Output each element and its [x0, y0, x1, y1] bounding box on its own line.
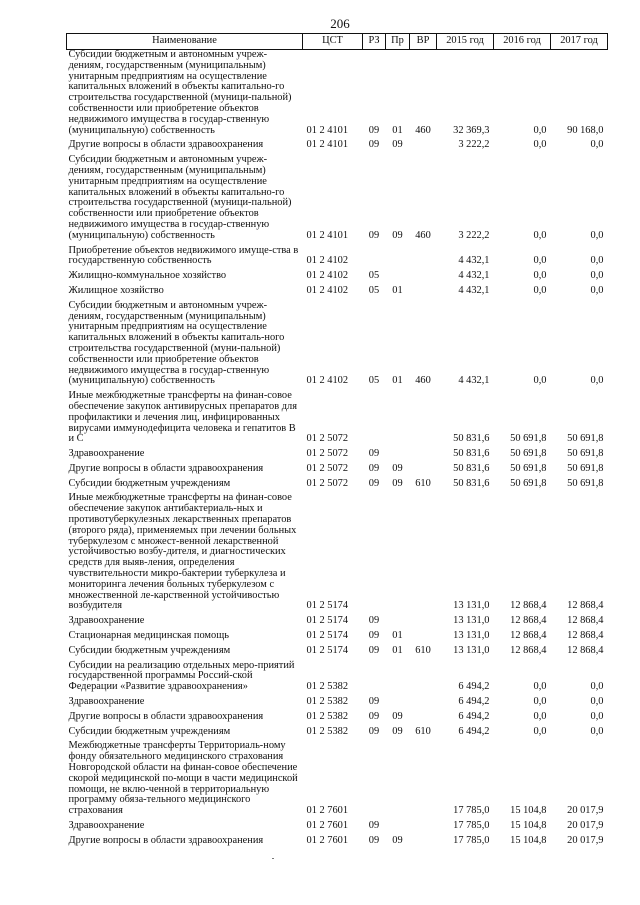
row-name-cell: Стационарная медицинская помощь — [68, 630, 229, 642]
table-row — [67, 836, 608, 851]
row-pr-cell: 09 — [392, 229, 403, 241]
row-2017-value: 12 868,4 — [567, 615, 604, 627]
row-vr-cell — [410, 464, 437, 479]
row-vr-cell: 460 — [415, 124, 431, 136]
table-row — [67, 140, 608, 155]
row-2017-value: 12 868,4 — [567, 600, 604, 612]
row-cst-cell: 01 2 5174 — [306, 600, 349, 612]
row-vr-cell — [410, 821, 437, 836]
row-rz-cell: 09 — [368, 696, 380, 708]
row-vr-cell — [410, 286, 437, 301]
row-2016-value: 50 691,8 — [510, 433, 547, 445]
row-name-cell: Приобретение объектов недвижимого имуще-ства в государственную собственность — [68, 244, 299, 267]
budget-table — [66, 33, 608, 851]
row-cst-cell: 01 2 5072 — [306, 448, 349, 460]
row-2015-value: 6 494,2 — [458, 725, 490, 737]
table-row — [67, 391, 608, 449]
table-row — [67, 727, 608, 742]
row-rz-cell — [363, 493, 386, 616]
row-2017-value: 0,0 — [590, 255, 604, 267]
row-name-cell: Субсидии на реализацию отдельных меро-приятий государственной программы Россий-ской Федерации «Развитие здравоохранения» — [68, 659, 295, 693]
row-2015-value: 4 432,1 — [458, 375, 490, 387]
row-vr-cell — [410, 271, 437, 286]
table-row — [67, 271, 608, 286]
row-2016-value: 15 104,8 — [510, 834, 547, 846]
table-row — [67, 449, 608, 464]
row-vr-cell — [410, 697, 437, 712]
row-name-cell: Другие вопросы в области здравоохранения — [68, 710, 264, 722]
row-pr-cell: 09 — [392, 462, 403, 474]
table-row — [67, 631, 608, 646]
row-vr-cell — [410, 661, 437, 697]
row-rz-cell: 05 — [368, 284, 380, 296]
row-rz-cell — [363, 391, 386, 449]
row-2015-value: 50 831,6 — [453, 448, 490, 460]
row-2017-value: 0,0 — [590, 725, 604, 737]
row-2017-value: 50 691,8 — [567, 433, 604, 445]
row-2017-value: 0,0 — [590, 139, 604, 151]
row-cst-cell: 01 2 5382 — [306, 696, 349, 708]
row-2016-value: 0,0 — [533, 139, 547, 151]
row-name-cell: Субсидии бюджетным и автономным учреж-дениям, государственным (муниципальным) унитарным предприятиям на осуществление капитальных вложений в объекты капиталь-ного строительства государственной (муни-пальной) собственности или приобретение объектов недвижимого имущества в государ-ственную (муниципальную) собственность — [68, 299, 285, 387]
row-2015-value: 32 369,3 — [453, 124, 490, 136]
row-2017-value: 0,0 — [590, 710, 604, 722]
row-name-cell: Другие вопросы в области здравоохранения — [68, 139, 264, 151]
row-name-cell: Здравоохранение — [68, 696, 145, 708]
row-2017-value: 50 691,8 — [567, 462, 604, 474]
row-2015-value: 6 494,2 — [458, 681, 490, 693]
table-body — [67, 50, 608, 851]
row-pr-cell — [386, 697, 410, 712]
row-name-cell: Другие вопросы в области здравоохранения — [68, 462, 264, 474]
row-vr-cell: 610 — [415, 477, 431, 489]
row-pr-cell — [386, 391, 410, 449]
row-2017-value: 12 868,4 — [567, 644, 604, 656]
row-2015-value: 17 785,0 — [453, 820, 490, 831]
row-2015-value: 6 494,2 — [458, 710, 490, 722]
row-vr-cell — [410, 631, 437, 646]
row-rz-cell: 09 — [368, 229, 380, 241]
row-2015-value: 6 494,2 — [458, 696, 490, 708]
row-cst-cell: 01 2 5174 — [306, 644, 349, 656]
table-row — [67, 479, 608, 494]
row-name-cell: Здравоохранение — [68, 615, 145, 627]
row-2015-value: 17 785,0 — [453, 834, 490, 846]
row-2017-value: 0,0 — [590, 270, 604, 282]
row-name-cell: Иные межбюджетные трансферты на финан-совое обеспечение закупок антибактериаль-ных и противотуберкулезных лекарственных препаратов (второго ряда), применяемых при лечении больных туберкулезом с множест-венной лекарственной устойчивостью возбу-дителя, и диагностических средств для выяв-ления, определения чувствительности микро-бактерии туберкулеза и мониторинга лечения больных туберкулезом с множественной ле-карственной устойчивостью возбудителя — [68, 492, 297, 612]
row-2015-value: 13 131,0 — [453, 630, 490, 642]
row-pr-cell: 01 — [392, 630, 403, 642]
row-rz-cell: 09 — [368, 710, 380, 722]
header-2017: 2017 год — [551, 34, 608, 50]
row-vr-cell — [410, 616, 437, 631]
row-2017-value: 0,0 — [590, 284, 604, 296]
row-vr-cell — [410, 140, 437, 155]
header-2015: 2015 год — [437, 34, 494, 50]
row-vr-cell — [410, 712, 437, 727]
table-row — [67, 661, 608, 697]
row-2016-value: 0,0 — [533, 255, 547, 267]
table-row — [67, 493, 608, 616]
table-row — [67, 646, 608, 661]
row-name-cell: Субсидии бюджетным и автономным учреж-дениям, государственным (муниципальным) унитарным предприятиям на осуществление капитальных вложений в объекты капитально-го строительства государственной (муници-пальной) собственности или приобретение объектов недвижимого имущества в государ-ственную (муниципальную) собственность — [68, 154, 292, 241]
row-name-cell: Субсидии бюджетным учреждениям — [68, 644, 231, 656]
row-2016-value: 12 868,4 — [510, 615, 547, 627]
row-cst-cell: 01 2 4101 — [306, 229, 349, 241]
table-row — [67, 50, 608, 141]
table-row — [67, 155, 608, 245]
row-2017-value: 20 017,9 — [567, 820, 604, 831]
row-2015-value: 13 131,0 — [453, 600, 490, 612]
row-rz-cell: 09 — [368, 448, 380, 460]
row-2015-value: 17 785,0 — [453, 805, 490, 817]
row-name-cell: Субсидии бюджетным учреждениям — [68, 725, 231, 737]
row-name-cell: Жилищное хозяйство — [68, 284, 164, 296]
row-2016-value: 50 691,8 — [510, 477, 547, 489]
row-2016-value: 12 868,4 — [510, 644, 547, 656]
row-2015-value: 4 432,1 — [458, 284, 490, 296]
row-cst-cell: 01 2 7601 — [306, 834, 349, 846]
row-2016-value: 0,0 — [533, 710, 547, 722]
row-vr-cell: 610 — [415, 644, 431, 656]
row-cst-cell: 01 2 5072 — [306, 433, 349, 445]
row-2016-value: 0,0 — [533, 284, 547, 296]
row-vr-cell: 610 — [415, 725, 431, 737]
row-pr-cell — [386, 449, 410, 464]
header-name: Наименование — [67, 34, 303, 50]
row-cst-cell: 01 2 7601 — [306, 820, 349, 831]
row-vr-cell — [410, 836, 437, 851]
table-row — [67, 712, 608, 727]
row-pr-cell — [386, 493, 410, 616]
row-pr-cell — [386, 821, 410, 836]
table-row — [67, 301, 608, 391]
row-2016-value: 50 691,8 — [510, 462, 547, 474]
row-name-cell: Другие вопросы в области здравоохранения — [68, 834, 264, 846]
row-2015-value: 4 432,1 — [458, 270, 490, 282]
row-2017-value: 90 168,0 — [567, 124, 604, 136]
row-2016-value: 15 104,8 — [510, 805, 547, 817]
row-cst-cell: 01 2 5382 — [306, 725, 349, 737]
row-2016-value: 0,0 — [533, 229, 547, 241]
row-vr-cell: 460 — [415, 375, 431, 387]
row-cst-cell: 01 2 4101 — [306, 139, 349, 151]
row-2015-value: 13 131,0 — [453, 615, 490, 627]
row-2016-value: 12 868,4 — [510, 600, 547, 612]
header-pr: Пр — [386, 34, 410, 50]
row-cst-cell: 01 2 7601 — [306, 805, 349, 817]
row-2015-value: 50 831,6 — [453, 477, 490, 489]
row-rz-cell: 09 — [368, 834, 380, 846]
row-2017-value: 0,0 — [590, 696, 604, 708]
row-2015-value: 50 831,6 — [453, 462, 490, 474]
row-2017-value: 12 868,4 — [567, 630, 604, 642]
row-2016-value: 12 868,4 — [510, 630, 547, 642]
header-rz: РЗ — [363, 34, 386, 50]
row-pr-cell — [386, 246, 410, 272]
row-vr-cell — [410, 391, 437, 449]
row-2016-value: 0,0 — [533, 696, 547, 708]
row-name-cell: Здравоохранение — [68, 448, 145, 460]
row-pr-cell — [386, 616, 410, 631]
row-rz-cell: 09 — [368, 477, 380, 489]
header-2016: 2016 год — [494, 34, 551, 50]
row-vr-cell — [410, 741, 437, 821]
row-cst-cell: 01 2 5072 — [306, 462, 349, 474]
row-vr-cell — [410, 246, 437, 272]
row-pr-cell: 09 — [392, 834, 403, 846]
row-cst-cell: 01 2 5174 — [306, 630, 349, 642]
row-rz-cell: 09 — [368, 139, 380, 151]
row-2016-value: 0,0 — [533, 375, 547, 387]
row-rz-cell: 09 — [368, 725, 380, 737]
row-rz-cell — [363, 661, 386, 697]
row-2016-value: 0,0 — [533, 270, 547, 282]
row-rz-cell: 09 — [368, 820, 380, 831]
row-cst-cell: 01 2 5174 — [306, 615, 349, 627]
row-rz-cell: 09 — [368, 124, 380, 136]
row-2017-value: 20 017,9 — [567, 805, 604, 817]
row-2016-value: 0,0 — [533, 725, 547, 737]
row-rz-cell: 09 — [368, 462, 380, 474]
header-vr: ВР — [410, 34, 437, 50]
row-pr-cell: 01 — [392, 644, 403, 656]
row-pr-cell — [386, 741, 410, 821]
row-pr-cell: 09 — [392, 710, 403, 722]
page-number: 206 — [330, 16, 350, 31]
row-2017-value: 0,0 — [590, 229, 604, 241]
row-2016-value: 0,0 — [533, 124, 547, 136]
row-2015-value: 3 222,2 — [458, 229, 490, 241]
row-cst-cell: 01 2 4102 — [306, 255, 349, 267]
row-2017-value: 0,0 — [590, 375, 604, 387]
row-cst-cell: 01 2 5382 — [306, 681, 349, 693]
row-name-cell: Здравоохранение — [68, 820, 145, 831]
row-vr-cell — [410, 493, 437, 616]
row-cst-cell: 01 2 4102 — [306, 270, 349, 282]
row-cst-cell: 01 2 4102 — [306, 375, 349, 387]
row-name-cell: Жилищно-коммунальное хозяйство — [68, 270, 227, 282]
row-name-cell: Субсидии бюджетным и автономным учреж-дениям, государственным (муниципальным) унитарным предприятиям на осуществление капитальных вложений в объекты капитально-го строительства государственной (муници-пальной) собственности или приобретение объектов недвижимого имущества в государ-ственную (муниципальную) собственность — [68, 49, 292, 136]
row-cst-cell: 01 2 5072 — [306, 477, 349, 489]
row-2015-value: 3 222,2 — [458, 139, 490, 151]
row-pr-cell: 01 — [392, 375, 403, 387]
row-rz-cell: 05 — [368, 375, 380, 387]
row-rz-cell: 09 — [368, 615, 380, 627]
table-row — [67, 246, 608, 272]
row-cst-cell: 01 2 4102 — [306, 284, 349, 296]
row-cst-cell: 01 2 4101 — [306, 124, 349, 136]
row-pr-cell — [386, 661, 410, 697]
row-2017-value: 20 017,9 — [567, 834, 604, 846]
table-row — [67, 286, 608, 301]
row-vr-cell — [410, 449, 437, 464]
row-rz-cell: 05 — [368, 270, 380, 282]
row-2016-value: 0,0 — [533, 681, 547, 693]
row-name-cell: Межбюджетные трансферты Территориаль-ному фонду обязательного медицинского страхования Новгородской области на финан-совое обеспечение скорой медицинской по-мощи в части медицинской помощи, не вклю-ченной в территориальную программу обяза-тельного медицинского страхования — [68, 740, 298, 817]
table-row — [67, 464, 608, 479]
row-pr-cell: 09 — [392, 725, 403, 737]
scan-artifact-dot — [272, 858, 274, 859]
row-name-cell: Субсидии бюджетным учреждениям — [68, 477, 231, 489]
row-pr-cell — [386, 271, 410, 286]
row-2017-value: 50 691,8 — [567, 448, 604, 460]
row-2015-value: 50 831,6 — [453, 433, 490, 445]
row-rz-cell: 09 — [368, 630, 380, 642]
row-rz-cell — [363, 246, 386, 272]
row-2016-value: 50 691,8 — [510, 448, 547, 460]
row-2017-value: 0,0 — [590, 681, 604, 693]
row-2017-value: 50 691,8 — [567, 477, 604, 489]
row-2015-value: 4 432,1 — [458, 255, 490, 267]
row-cst-cell: 01 2 5382 — [306, 710, 349, 722]
table-row — [67, 616, 608, 631]
row-pr-cell: 09 — [392, 139, 403, 151]
row-vr-cell: 460 — [415, 229, 431, 241]
row-2015-value: 13 131,0 — [453, 644, 490, 656]
header-cst: ЦСТ — [303, 34, 363, 50]
row-rz-cell: 09 — [368, 644, 380, 656]
row-pr-cell: 01 — [392, 284, 403, 296]
row-pr-cell: 09 — [392, 477, 403, 489]
table-row — [67, 741, 608, 821]
table-row — [67, 697, 608, 712]
table-row — [67, 821, 608, 836]
row-pr-cell: 01 — [392, 124, 403, 136]
row-2016-value: 15 104,8 — [510, 820, 547, 831]
table-header-row — [67, 34, 608, 50]
row-name-cell: Иные межбюджетные трансферты на финан-совое обеспечение закупок антивирусных препаратов для профилактики и лечения лиц, инфицированных вирусами иммунодефицита человека и гепатитов В и С — [68, 390, 297, 445]
row-rz-cell — [363, 741, 386, 821]
